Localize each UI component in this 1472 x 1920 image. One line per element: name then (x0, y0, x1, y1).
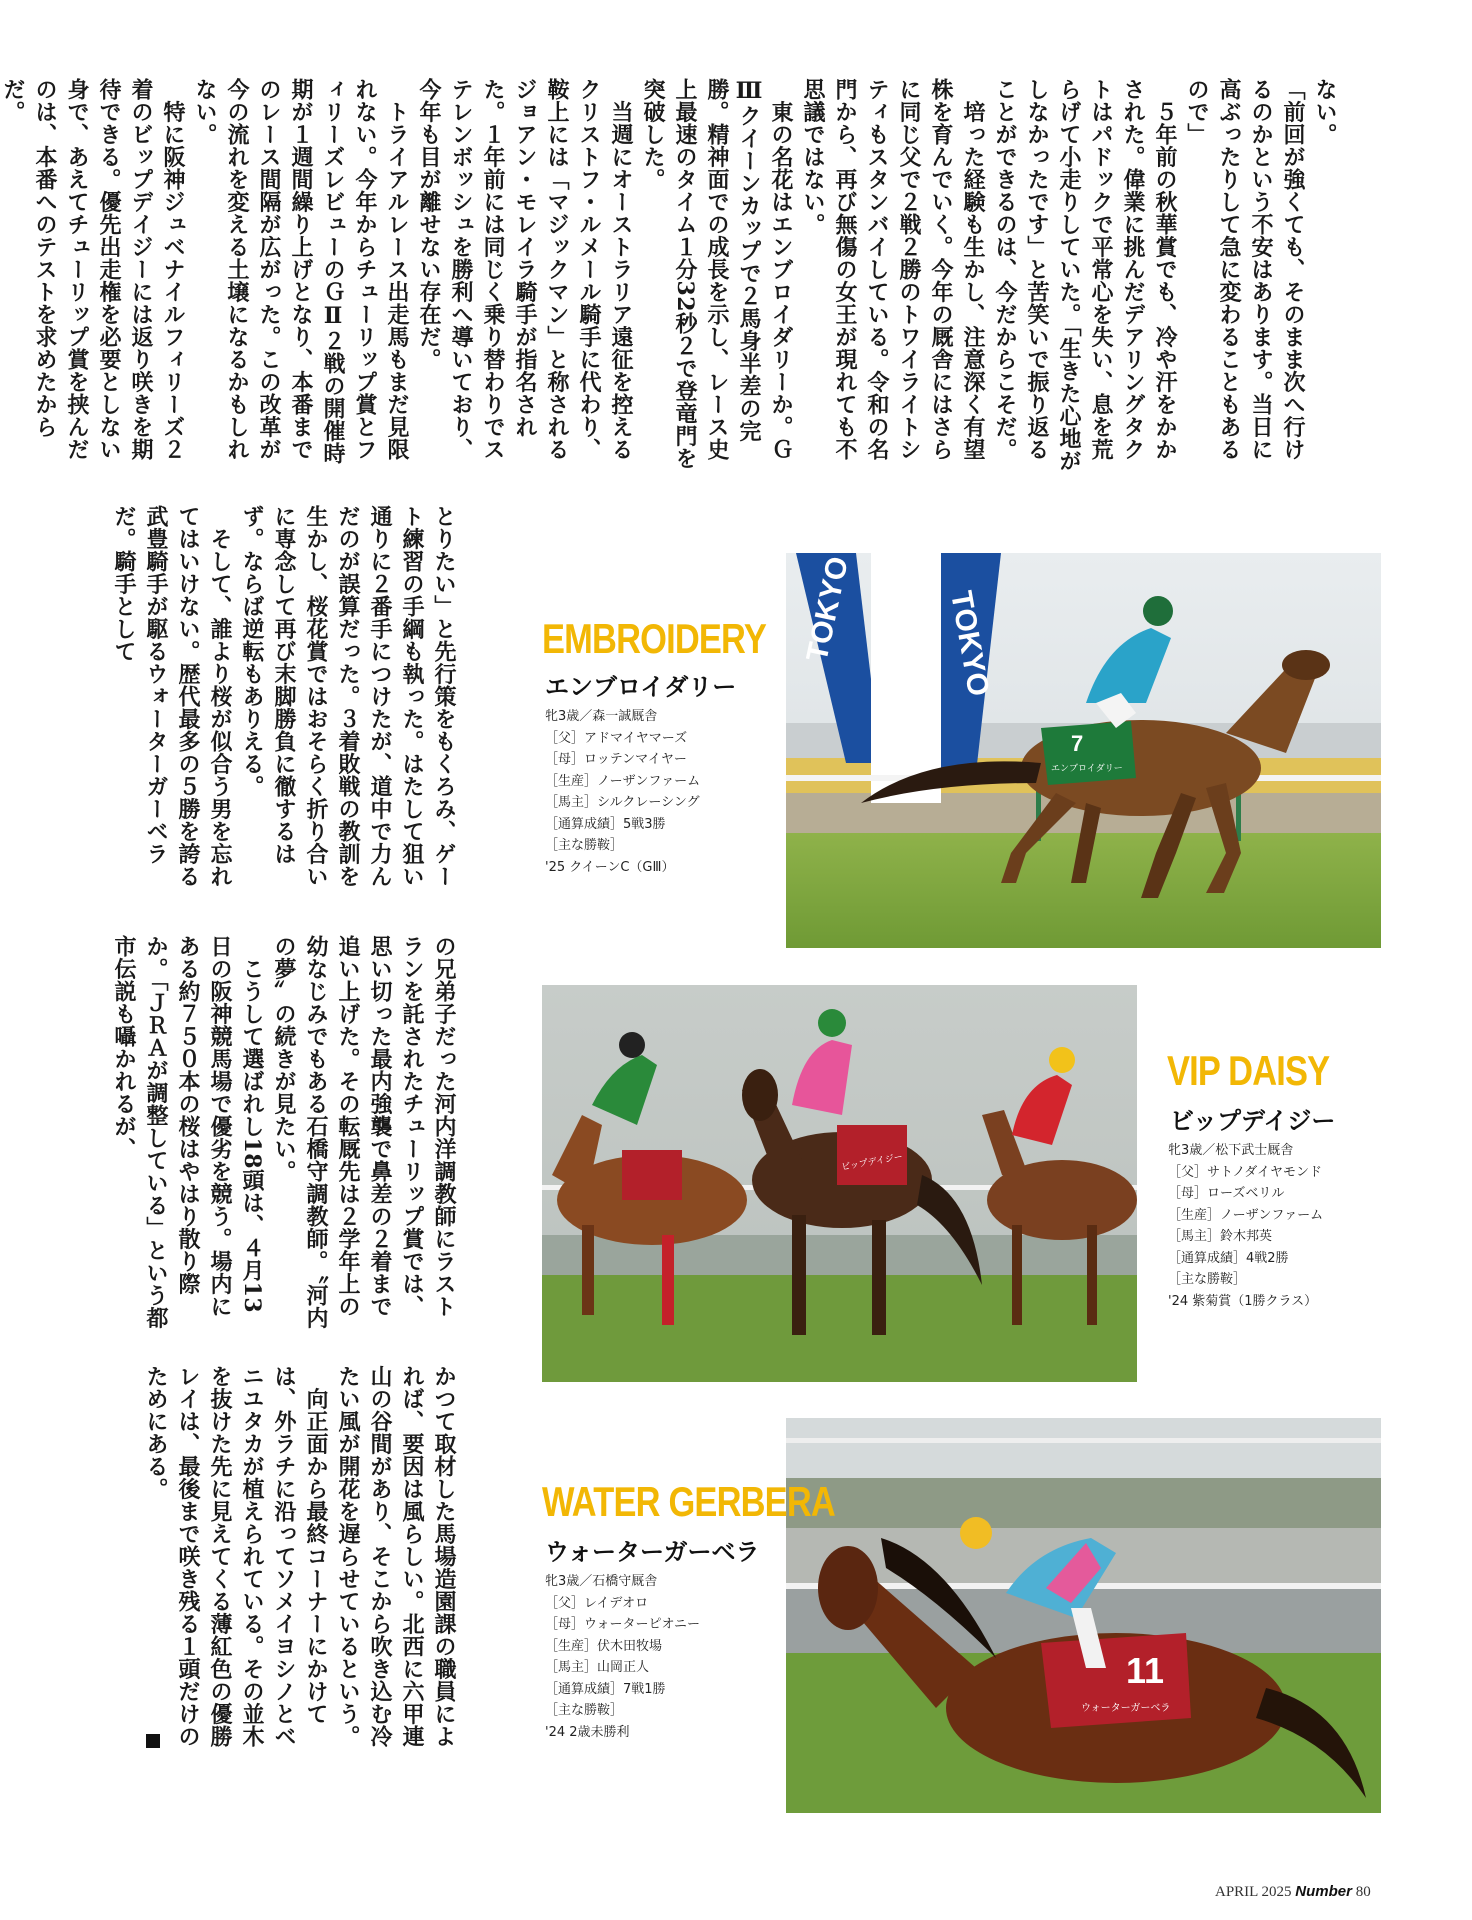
profile-line: ［主な勝鞍］ (545, 1703, 624, 1718)
saddle-name: エンブロイダリー (1051, 764, 1123, 774)
horse-name-jp-water-gerbera: ウォーターガーベラ (545, 1538, 760, 1566)
profile-line: ［母］ウォーターピオニー (545, 1617, 700, 1632)
horse-name-jp-embroidery: エンブロイダリー (545, 673, 737, 701)
profile-line: ［母］ロッテンマイヤー (545, 752, 687, 767)
article-column-1: ない。 「前回が強くても、そのまま次へ行けるのかという不安はあります。当日に高ぶったりして急に変わることもあるので」 ５年前の秋華賞でも、冷や汗をかかされた。偉業に挑んだデアリングタクトはパドックで平常心を失い、息を荒らげて小走りしていた。「生きた心地がしなかったです」と苦笑いで振り返ることができるのは、今だからこそだ。 培った経験も生かし、注意深く有望株を育んでいく。今年の厩舎にはさらに同じ父で２戦２勝のトワイライトシティもスタンバイしている。令和の名門から、再び無傷の女王が現れても不思議ではない。 東の名花はエンブロイダリーか。ＧⅢクイーンカップで２馬身半差の完勝。精神面での成長を示し、レース史上最速のタイム１分32秒２で登竜門を突破した。 当週にオーストラリア遠征を控えるクリストフ・ルメール騎手に代わり、鞍上には「マジックマン」と称されるジョアン・モレイラ騎手が指名された。１年前には同じく乗り替わりでステレンボッシュを勝利へ導いており、今年も目が離せない存在だ。 トライアルレース出走馬もまだ見限れない。今年からチューリップ賞とフィリーズレビューのＧⅡ２戦の開催時期が１週間繰り上げとなり、本番までのレース間隔が広がった。この改革が今の流れを変える土壌になるかもしれない。 特に阪神ジュベナイルフィリーズ２着のビップデイジーには返り咲きを期待できる。優先出走権を必要としない身で、あえてチューリップ賞を挟んだのは、本番へのテストを求めたからだ。 (0, 78, 1338, 472)
page-footer (1215, 1883, 1371, 1901)
photo-water-gerbera (786, 1418, 1381, 1813)
footer-magazine: Number (1295, 1883, 1352, 1900)
horse-name-en-water-gerbera: WATER GERBERA (542, 1478, 835, 1525)
profile-line: ［父］レイデオロ (545, 1595, 649, 1611)
profile-line: ［通算成績］4戦2勝 (1168, 1250, 1289, 1266)
horse-name-en-vip-daisy: VIP DAISY (1167, 1047, 1330, 1094)
saddle-name: ウォーターガーベラ (1081, 1703, 1171, 1714)
profile-line: 牝3歳／石橋守厩舎 (545, 1574, 658, 1589)
horse-name-jp-vip-daisy: ビップデイジー (1170, 1107, 1336, 1135)
sign-text-left: TOKYO (800, 553, 855, 665)
saddle-number: 7 (1071, 731, 1084, 756)
article-column-4: かつて取材した馬場造園課の職員によれば、要因は風らしい。北西に六甲連山の谷間があり、そこから吹き込む冷たい風が開花を遅らせているという。 向正面から最終コーナーにかけては、外ラチに沿ってソメイヨシノとベニユタカが植えられている。その並木を抜けた先に見えてくる薄紅色の優勝レイは、最後まで咲き残る１頭だけのためにある。 (143, 1365, 457, 1748)
profile-line: ［主な勝鞍］ (1168, 1272, 1247, 1287)
profile-line: ［生産］伏木田牧場 (545, 1638, 663, 1654)
saddle-name: ビップデイジー (840, 1152, 904, 1173)
photo-embroidery (786, 553, 1381, 948)
horse-profile-embroidery (545, 706, 700, 878)
profile-line: 牝3歳／森一誠厩舎 (545, 709, 658, 724)
profile-line: ［馬主］山岡正人 (545, 1660, 650, 1675)
profile-line: 牝3歳／松下武士厩舎 (1168, 1143, 1294, 1158)
footer-page-number: 80 (1355, 1884, 1371, 1900)
profile-line: ［馬主］鈴木邦英 (1168, 1229, 1273, 1244)
profile-line: ［父］サトノダイヤモンド (1168, 1164, 1323, 1180)
profile-line: ［通算成績］7戦1勝 (545, 1681, 666, 1697)
profile-line: ［馬主］シルクレーシング (545, 795, 700, 810)
profile-line: ［通算成績］5戦3勝 (545, 816, 666, 832)
article-column-2: とりたい」と先行策をもくろみ、ゲート練習の手綱も執った。はたして狙い通りに２番手につけたが、道中で力んだのが誤算だった。３着敗戦の教訓を生かし、桜花賞ではおそらく折り合いに専念して再び末脚勝負に徹するはず。ならば逆転もありえる。 そして、誰より桜が似合う男を忘れてはいけない。歴代最多の５勝を誇る武豊騎手が駆るウォーターガーベラだ。騎手として (111, 505, 457, 888)
profile-line: ［父］アドマイヤマーズ (545, 730, 688, 746)
saddle-number: 11 (1126, 1650, 1165, 1691)
profile-line: ［生産］ノーザンファーム (1168, 1207, 1324, 1223)
profile-line: ［主な勝鞍］ (545, 838, 624, 853)
photo-vip-daisy (542, 985, 1137, 1382)
article-column-3: の兄弟子だった河内洋調教師にラストランを託されたチューリップ賞では、思い切った最内強襲で鼻差の２着まで追い上げた。その転厩先は２学年上の幼なじみでもある石橋守調教師。〝河内の夢〟の続きが見たい。 こうして選ばれし18頭は、４月13日の阪神競馬場で優劣を競う。場内にある約７５０本の桜はやはり散り際か。「ＪＲＡが調整している」という都市伝説も囁かれるが、 (111, 935, 457, 1329)
profile-line: '25 クイーンC（GⅢ） (545, 859, 675, 875)
profile-line: '24 2歳未勝利 (545, 1724, 630, 1740)
saddle-cloth-red-left (622, 1150, 682, 1200)
saddle-cloth-green (1041, 721, 1136, 785)
horse-name-en-embroidery: EMBROIDERY (542, 615, 766, 662)
profile-line: ［生産］ノーザンファーム (545, 773, 701, 789)
profile-line: '24 紫菊賞（1勝クラス） (1168, 1293, 1318, 1309)
end-mark (146, 1734, 160, 1748)
footer-issue: APRIL 2025 (1215, 1884, 1292, 1900)
horse-profile-vip-daisy (1168, 1140, 1323, 1312)
profile-line: ［母］ローズベリル (1168, 1186, 1285, 1201)
sign-text-right: TOKYO (944, 588, 996, 699)
horse-profile-water-gerbera (545, 1571, 700, 1743)
